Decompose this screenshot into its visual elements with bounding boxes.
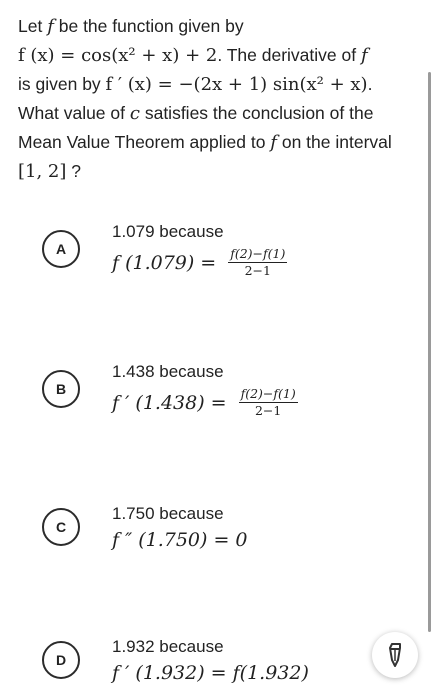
function-symbol: f bbox=[270, 132, 277, 153]
choice-c-text: 1.750 because bbox=[112, 504, 224, 523]
function-symbol: f bbox=[360, 45, 368, 66]
question-line-6 bbox=[18, 157, 423, 186]
question-text-part: satisfies the conclusion of the bbox=[139, 103, 374, 123]
function-symbol: f bbox=[47, 16, 54, 37]
fraction-denominator: 2−1 bbox=[254, 403, 282, 418]
choice-a-text: 1.079 because bbox=[112, 222, 224, 241]
pencil-button[interactable] bbox=[372, 632, 418, 678]
scrollbar[interactable] bbox=[428, 72, 431, 632]
interval: [1, 2] bbox=[18, 161, 67, 182]
choice-a-fraction bbox=[228, 247, 287, 278]
choice-a-content bbox=[112, 221, 412, 278]
choice-c-expression: f ″ (1.750) = 0 bbox=[112, 529, 248, 551]
choice-b-content bbox=[112, 361, 412, 418]
fraction-numerator: f(2)−f(1) bbox=[240, 386, 296, 401]
choice-b-expression bbox=[112, 387, 412, 418]
question-line-2 bbox=[18, 41, 423, 70]
choice-a-badge[interactable]: A bbox=[42, 230, 80, 268]
question-text bbox=[18, 12, 423, 186]
choice-b-badge[interactable]: B bbox=[42, 370, 80, 408]
choice-a-equals: = bbox=[200, 251, 217, 274]
choice-b-equals: = bbox=[210, 391, 227, 414]
question-text-part: . The derivative of bbox=[217, 45, 361, 65]
fraction-numerator: f(2)−f(1) bbox=[230, 246, 286, 261]
choice-a-lhs: f (1.079) bbox=[112, 251, 195, 274]
question-text-part: . bbox=[367, 74, 373, 94]
choice-b-lhs: f ′ (1.438) bbox=[112, 391, 205, 414]
choice-d-badge[interactable]: D bbox=[42, 641, 80, 679]
choice-d-content bbox=[112, 636, 412, 684]
choice-c-badge[interactable]: C bbox=[42, 508, 80, 546]
question-text-part: Let bbox=[18, 16, 48, 36]
choice-b-fraction bbox=[239, 387, 298, 418]
question-line-4 bbox=[18, 99, 423, 128]
function-definition: f (x) = cos(x² + x) + 2 bbox=[18, 45, 218, 66]
question-line-1 bbox=[18, 12, 423, 41]
choice-d-expression: f ′ (1.932) = f(1.932) bbox=[112, 662, 309, 684]
question-text-part: be the function given by bbox=[53, 16, 244, 36]
choice-d-text: 1.932 because bbox=[112, 637, 224, 656]
choice-a-expression bbox=[112, 247, 412, 278]
variable-c: c bbox=[129, 103, 140, 124]
choice-c-content bbox=[112, 503, 412, 551]
pencil-icon bbox=[384, 642, 406, 668]
question-line-3 bbox=[18, 70, 423, 99]
question-text-part: is given by bbox=[18, 74, 106, 94]
question-text-part: on the interval bbox=[276, 132, 392, 152]
fraction-denominator: 2−1 bbox=[244, 263, 271, 278]
question-text-part: What value of bbox=[18, 103, 130, 123]
choice-b-text: 1.438 because bbox=[112, 362, 224, 381]
question-line-5 bbox=[18, 128, 423, 157]
derivative-definition: f ′ (x) = −(2x + 1) sin(x² + x) bbox=[105, 74, 368, 95]
question-text-part: Mean Value Theorem applied to bbox=[18, 132, 271, 152]
question-text-part: ? bbox=[66, 161, 82, 181]
